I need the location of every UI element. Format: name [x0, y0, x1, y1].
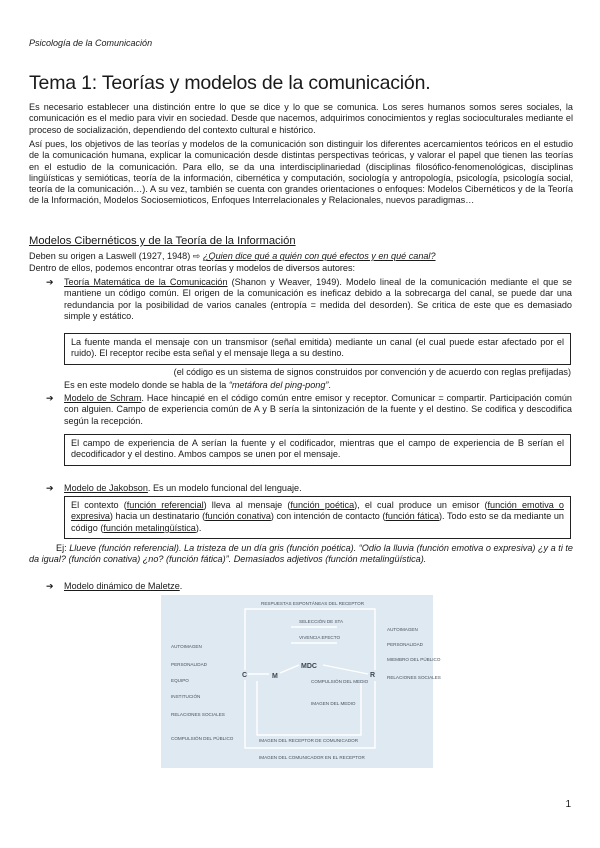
list-item-jakobson: [46, 483, 572, 494]
diagram-center-label: COMPULSIÓN DEL MEDIO: [311, 679, 369, 684]
intro-paragraph-2: Así pues, los objetivos de las teorías y modelos de la comunicación son distinguir los diferentes acercamientos teóricos en el estudio de la comunicación humana, explicar la comunicación desde distintas perspectivas teóricas, y valorar el papel que tienen las teorías en el estudio de la comunicación. Para ello, se da una interdisciplinariedad (disciplinas filosófico-fenomenológicas, disciplinas lingüísticas y semióticas, teoría de la información, cibernética y computación, sociología y antropología, psicología, psicología social, teoría de la comunicación…). A su vez, también se cuenta con grandes orientaciones o enfoques: Modelos Cibernéticos y de la Teoría de la Información, Modelos Sociosemioticos, Enfoques Interrelacionales y Relacionales, nuevos paradigmas…: [29, 139, 573, 206]
diagram-bottom-label: IMAGEN DEL COMUNICADOR EN EL RECEPTOR: [259, 755, 365, 760]
page-title: Tema 1: Teorías y modelos de la comunicación.: [29, 72, 431, 94]
list-item-shannon: [46, 277, 572, 322]
bullet-arrow-icon: ➔: [46, 277, 54, 287]
list-item-schram: [46, 393, 572, 427]
section-heading: Modelos Cibernéticos y de la Teoría de la Información: [29, 235, 296, 247]
function-emotiva: función emotiva o expresiva: [71, 500, 564, 522]
diagram-left-label: PERSONALIDAD: [171, 662, 207, 667]
diagram-labels: [171, 600, 441, 760]
list-item-text: [64, 581, 572, 592]
bullet-arrow-icon: ➔: [46, 393, 54, 403]
diagram-bottom-label: IMAGEN DEL RECEPTOR DE COMUNICADOR: [259, 738, 359, 743]
code-note: (el código es un sistema de signos construidos por convención y de acuerdo con reglas prefijadas): [173, 367, 571, 377]
item-description: (Shanon y Weaver, 1949). Modelo lineal de la comunicación mediante el que se mantiene un código común. El origen de la comunicación es ineficaz debido a la sobrecarga del canal, se puede dar una redundancia por la posibilidad de varios canales (entropía = medida del desorden). Se critica de este que es demasiado simple y estático.: [64, 277, 572, 321]
diagram-right-label: MIEMBRO DEL PÚBLICO: [387, 657, 441, 662]
arrow-m-mdc: [280, 665, 299, 673]
diagram-left-label: RELACIONES SOCIALES: [171, 712, 225, 717]
item-name: Modelo dinámico de Maletze: [64, 581, 180, 591]
ping-pong-line: [64, 380, 331, 391]
ping-pong-suffix: .: [328, 380, 331, 390]
function-conativa: función conativa: [205, 511, 271, 522]
right-arrow-icon: ⇨: [192, 251, 201, 261]
diagram-center-label: VIVENCIA EFECTO: [299, 635, 341, 640]
jakobson-box: [64, 496, 571, 539]
ping-pong-prefix: Es en este modelo donde se habla de la: [64, 380, 229, 390]
node-r: R: [370, 672, 376, 679]
diagram-left-label: EQUIPO: [171, 678, 189, 683]
jakobson-text: ), el cual produce un emisor (: [354, 500, 488, 510]
lasswell-line: [29, 251, 436, 262]
diagram-left-label: COMPULSIÓN DEL PÚBLICO: [171, 736, 234, 741]
jakobson-text: ). Todo esto se da mediante un código (: [71, 511, 564, 533]
diagram-left-label: INSTITUCIÓN: [171, 694, 201, 699]
intro-paragraph-1: Es necesario establecer una distinción entre lo que se dice y lo que se comunica. Los seres humanos somos seres sociales, la comunicación es el medio para vivir en sociedad. Desde que nacemos, adquirimos conocimientos y reglas socioculturales mediante el proceso de socialización, dependiendo del contexto cultural e histórico.: [29, 102, 573, 135]
bullet-arrow-icon: ➔: [46, 483, 54, 493]
jakobson-text: ) con intención de contacto (: [270, 511, 386, 522]
function-referencial: función referencial: [126, 500, 204, 510]
function-poetica: función poética: [290, 500, 355, 510]
list-item-maletze: [46, 581, 572, 592]
item-description: .: [179, 581, 183, 591]
bottom-loop-inner: [257, 681, 361, 735]
jakobson-text: ).: [195, 522, 202, 533]
jakobson-text: ) lleva al mensaje (: [203, 500, 291, 510]
lasswell-prefix: Deben su origen a Laswell (1927, 1948): [29, 251, 193, 261]
jakobson-text: El contexto (: [71, 500, 127, 510]
diagram-center-label: IMAGEN DEL MEDIO: [311, 701, 356, 706]
node-mdc: MDC: [301, 663, 317, 670]
jakobson-text: ) hacia un destinatario (: [109, 511, 206, 522]
item-name: Modelo de Jakobson: [64, 483, 148, 493]
node-m: M: [272, 673, 278, 680]
schram-box: El campo de experiencia de A serían la fuente y el codificador, mientras que el campo de experiencia de B serían el decodificador y el destino. Ambos campos se unen por el mensaje.: [64, 434, 571, 466]
ping-pong-metaphor: “metáfora del ping-pong”: [228, 380, 329, 390]
intro-list-line: Dentro de ellos, podemos encontrar otras teorías y modelos de diversos autores:: [29, 263, 356, 273]
arrow-mdc-r: [323, 665, 368, 674]
item-name: Modelo de Schram: [64, 393, 142, 403]
function-metalinguistica: función metalingüística: [103, 522, 196, 533]
running-header: Psicología de la Comunicación: [29, 38, 153, 48]
item-name: Teoría Matemática de la Comunicación: [64, 277, 228, 287]
list-item-text: [64, 277, 572, 322]
jakobson-example: [29, 543, 573, 566]
diagram-right-label: PERSONALIDAD: [387, 642, 423, 647]
shannon-box: La fuente manda el mensaje con un transmisor (señal emitida) mediante un canal (el cual puede estar afectado por el ruido). El receptor recibe esta señal y el mensaje llega a su destino.: [64, 333, 571, 365]
item-description: . Hace hincapié en el código común entre emisor y receptor. Comunicar = compartir. Participación común con alguien. Campo de experiencia común de A y B sería la sintonización de la fuente y el destino. Se codifica y descodifica según la recepción.: [64, 393, 572, 426]
diagram-top-label: RESPUESTAS ESPONTÁNEAS DEL RECEPTOR: [261, 601, 365, 606]
diagram-right-label: RELACIONES SOCIALES: [387, 675, 441, 680]
page-number: 1: [565, 799, 571, 810]
list-item-text: [64, 393, 572, 427]
diagram-right-label: AUTOIMAGEN: [387, 627, 418, 632]
bullet-arrow-icon: ➔: [46, 581, 54, 591]
diagram-left-label: AUTOIMAGEN: [171, 644, 202, 649]
example-text: Llueve (función referencial). La tristeza de un día gris (función poética). “Odio la lluvia (función emotiva o expresiva) ¿y a ti te da igual? (función conativa) ¿no? (función fática)”. Demasiados adjetivos (función metalingüística).: [29, 543, 573, 565]
list-item-text: [64, 483, 572, 494]
maletze-diagram: [161, 595, 441, 768]
maletze-diagram-svg: [161, 595, 441, 768]
diagram-center-label: SELECCIÓN DE STA: [299, 619, 344, 624]
lasswell-question: ¿Quien dice qué a quién con qué efectos y en qué canal?: [202, 251, 436, 261]
item-description: . Es un modelo funcional del lenguaje.: [147, 483, 302, 493]
node-c: C: [242, 672, 248, 679]
example-prefix: Ej:: [56, 543, 70, 553]
function-fatica: función fática: [385, 511, 440, 522]
